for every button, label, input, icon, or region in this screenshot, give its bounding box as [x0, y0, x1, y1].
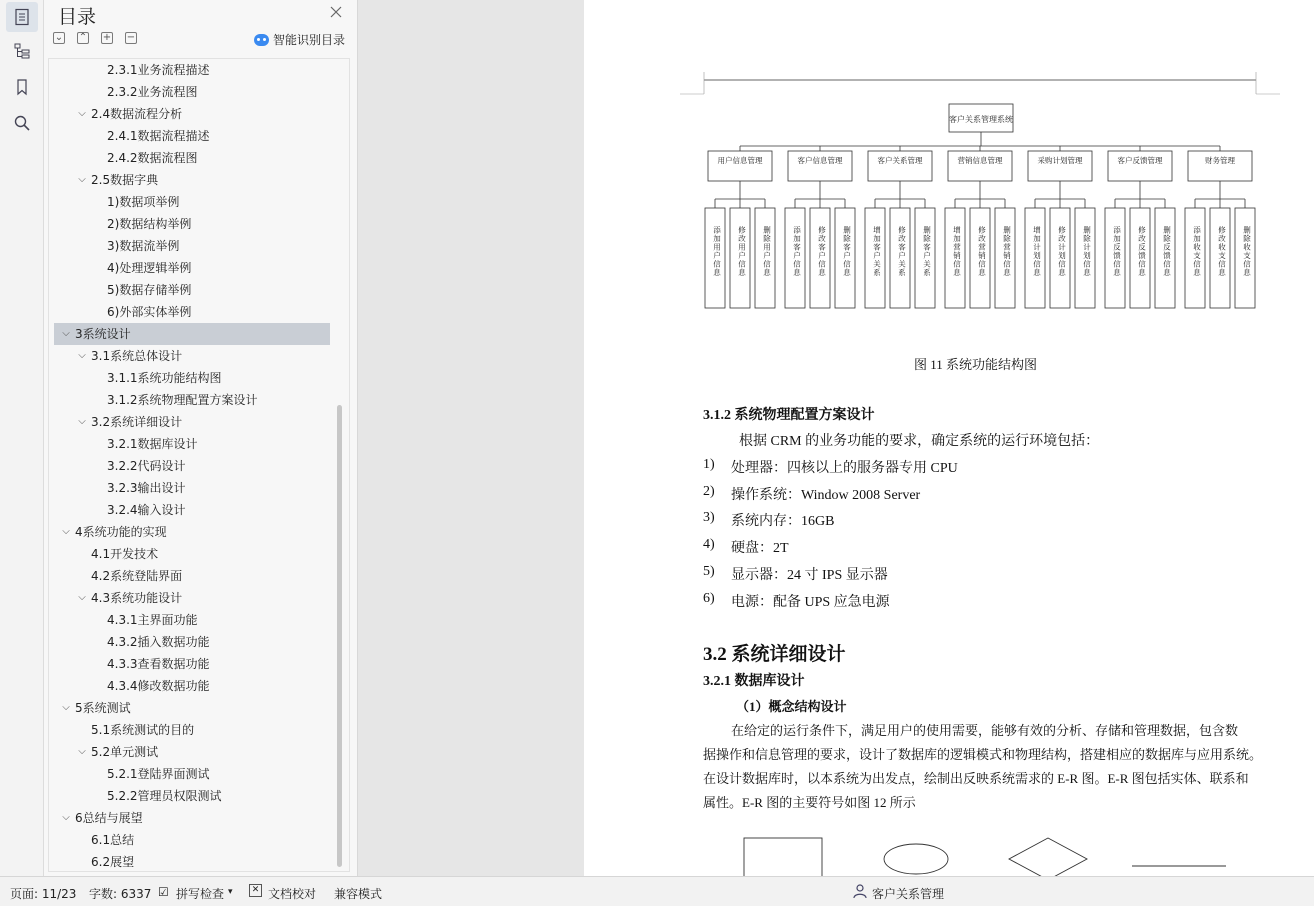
toc-title: 目录	[58, 6, 97, 28]
toc-item[interactable]	[49, 81, 349, 103]
figure-caption: 图 11 系统功能结构图	[914, 357, 1038, 372]
toc-item-label: 2)数据结构举例	[107, 217, 192, 231]
toc-item[interactable]	[49, 653, 349, 675]
expand-all-icon[interactable]: +	[102, 32, 112, 43]
toc-item[interactable]	[49, 103, 349, 125]
toc-item[interactable]	[49, 411, 349, 433]
toc-item[interactable]	[49, 59, 349, 81]
module-label: 客户反馈管理	[1117, 156, 1163, 165]
toc-item[interactable]	[49, 213, 349, 235]
spec-list-item: 显示器：24 寸 IPS 显示器	[731, 567, 888, 583]
toc-item[interactable]	[49, 763, 349, 785]
toc-item[interactable]	[49, 433, 349, 455]
toc-icon[interactable]	[6, 2, 38, 32]
toc-item[interactable]	[49, 609, 349, 631]
toc-item-label: 2.3.2业务流程图	[107, 85, 198, 99]
smart-bot-icon	[254, 34, 269, 46]
toc-item-label: 5)数据存储举例	[107, 283, 192, 297]
chevron-down-icon[interactable]: ⌵	[78, 108, 86, 119]
toc-item[interactable]	[49, 807, 349, 829]
toc-item-label: 1)数据项举例	[107, 195, 180, 209]
spec-list-number: 6)	[703, 590, 715, 606]
search-icon[interactable]	[6, 108, 38, 138]
function-label: 修改客户信息	[817, 226, 827, 277]
proofread-button[interactable]: 文档校对	[268, 887, 317, 901]
toc-item-label: 5系统测试	[75, 701, 131, 715]
heading-3-2-1: 3.2.1 数据库设计	[703, 674, 805, 689]
toc-item[interactable]	[49, 587, 349, 609]
toc-item[interactable]	[49, 477, 349, 499]
toc-item-label: 5.2单元测试	[91, 745, 159, 759]
toc-item-label: 3.1.2系统物理配置方案设计	[107, 393, 258, 407]
toc-item-label: 3系统设计	[75, 327, 131, 341]
para-line: 在设计数据库时，以本系统为出发点，绘制出反映系统需求的 E-R 图。E-R 图包括实体、联系和	[703, 771, 1249, 786]
compat-mode-label: 兼容模式	[334, 887, 383, 901]
heading-concept-design: （1）概念结构设计	[736, 699, 847, 714]
toc-item[interactable]	[49, 719, 349, 741]
toc-item-label: 2.4.1数据流程描述	[107, 129, 210, 143]
module-label: 客户信息管理	[797, 156, 843, 165]
spec-list-item: 处理器：四核以上的服务器专用 CPU	[731, 461, 958, 476]
toc-item[interactable]	[49, 785, 349, 807]
attribute-ellipse-symbol	[884, 844, 948, 874]
toc-item[interactable]	[49, 279, 349, 301]
function-label: 增加计划信息	[1032, 226, 1042, 277]
toc-item[interactable]	[49, 125, 349, 147]
toc-item[interactable]	[49, 389, 349, 411]
chevron-down-icon[interactable]: ⌵	[78, 174, 86, 185]
toc-item[interactable]	[49, 631, 349, 653]
function-label: 修改反馈信息	[1137, 226, 1147, 277]
toc-item-label: 3.2系统详细设计	[91, 415, 183, 429]
toc-item[interactable]	[49, 741, 349, 763]
function-label: 增加客户关系	[872, 226, 882, 277]
function-label: 删除计划信息	[1082, 226, 1092, 277]
toc-item[interactable]	[49, 169, 349, 191]
smart-toc-label: 智能识别目录	[273, 33, 346, 47]
navigation-tree-icon[interactable]	[6, 36, 38, 66]
proofread-icon[interactable]: ✕	[249, 884, 262, 897]
module-label: 营销信息管理	[957, 156, 1003, 165]
page-indicator[interactable]: 页面: 11/23	[10, 887, 77, 901]
spec-list-item: 硬盘：2T	[731, 541, 789, 557]
chevron-down-icon[interactable]: ⌵	[78, 746, 86, 757]
spec-list-number: 1)	[703, 457, 715, 472]
function-label: 删除收支信息	[1242, 226, 1252, 277]
toc-item-label: 3.2.2代码设计	[107, 459, 186, 473]
chevron-down-icon[interactable]: ⌵	[62, 328, 70, 339]
toc-item-label: 6总结与展望	[75, 811, 143, 825]
toc-item[interactable]	[49, 301, 349, 323]
para-line: 据操作和信息管理的要求，设计了数据库的逻辑模式和物理结构，搭建相应的数据库与应用系统。	[703, 747, 1263, 762]
toc-item-label: 3.1系统总体设计	[91, 349, 183, 363]
spec-list-number: 3)	[703, 510, 715, 526]
spec-list-number: 4)	[703, 537, 715, 553]
module-label: 财务管理	[1205, 156, 1235, 165]
function-label: 修改客户关系	[897, 226, 907, 277]
toc-item-label: 5.1系统测试的目的	[91, 723, 195, 737]
toc-item-label: 2.4数据流程分析	[91, 107, 183, 121]
toc-item-label: 4.3.3查看数据功能	[107, 657, 210, 671]
toc-item[interactable]	[49, 543, 349, 565]
toc-item-label: 4.3.1主界面功能	[107, 613, 198, 627]
function-label: 删除用户信息	[762, 226, 772, 277]
toc-item-label: 3.2.4输入设计	[107, 503, 186, 517]
status-bar	[0, 876, 1314, 906]
left-icon-rail	[0, 0, 44, 876]
toc-item-label: 3)数据流举例	[107, 239, 180, 253]
toc-item-label: 5.2.1登陆界面测试	[107, 767, 210, 781]
relationship-diamond-symbol	[1009, 838, 1087, 876]
chevron-down-icon[interactable]: ▾	[228, 887, 233, 897]
spell-check-icon[interactable]: ☑	[158, 885, 169, 899]
toc-item[interactable]	[49, 521, 349, 543]
chevron-down-icon[interactable]: ⌵	[78, 416, 86, 427]
spec-list-item: 系统内存：16GB	[731, 514, 835, 530]
root-label: 客户关系管理系统	[949, 115, 1013, 124]
chevron-up-icon[interactable]: ⌃	[78, 32, 88, 43]
function-label: 添加客户信息	[792, 226, 802, 277]
toc-item-label: 4.3.4修改数据功能	[107, 679, 210, 693]
toc-item-label: 2.5数据字典	[91, 173, 159, 187]
module-label: 采购计划管理	[1037, 156, 1083, 165]
function-label: 添加用户信息	[712, 226, 722, 277]
chevron-down-icon[interactable]: ⌵	[78, 350, 86, 361]
toc-item-label: 5.2.2管理员权限测试	[107, 789, 222, 803]
toc-item-label: 6.2展望	[91, 855, 135, 869]
toc-item-label: 3.1.1系统功能结构图	[107, 371, 222, 385]
toc-item-label: 4.3系统功能设计	[91, 591, 183, 605]
document-owner-icon	[852, 883, 868, 902]
module-label: 客户关系管理	[877, 156, 923, 165]
collapse-down-icon[interactable]: ⌄	[54, 32, 64, 43]
para-line: 在给定的运行条件下，满足用户的使用需要，能够有效的分析、存储和管理数据，包含数	[731, 723, 1239, 738]
function-structure-diagram	[584, 0, 1314, 330]
toc-item-label: 6.1总结	[91, 833, 135, 847]
heading-3-1-2: 3.1.2 系统物理配置方案设计	[703, 408, 875, 423]
document-area	[358, 0, 1314, 876]
toc-item[interactable]	[49, 565, 349, 587]
function-label: 添加反馈信息	[1112, 226, 1122, 277]
function-label: 修改营销信息	[977, 226, 987, 277]
toc-item-label: 4)处理逻辑举例	[107, 261, 192, 275]
spec-list-number: 2)	[703, 483, 715, 499]
function-label: 修改计划信息	[1057, 226, 1067, 277]
toc-item[interactable]	[49, 499, 349, 521]
spec-list-item: 操作系统：Window 2008 Server	[731, 487, 921, 503]
spec-list-number: 5)	[703, 563, 715, 579]
diagram-svg	[584, 0, 1314, 330]
intro-paragraph: 根据 CRM 的业务功能的要求，确定系统的运行环境包括：	[739, 434, 1100, 449]
module-label: 用户信息管理	[717, 156, 763, 165]
spec-list-item: 电源：配备 UPS 应急电源	[731, 594, 890, 610]
toc-item-label: 4.1开发技术	[91, 547, 159, 561]
function-label: 删除营销信息	[1002, 226, 1012, 277]
toc-item[interactable]	[49, 235, 349, 257]
function-label: 修改用户信息	[737, 226, 747, 277]
toc-list	[48, 58, 350, 872]
toc-item[interactable]	[54, 323, 330, 345]
word-count[interactable]: 字数: 6337	[89, 887, 152, 901]
collapse-all-icon[interactable]: −	[126, 32, 136, 43]
toc-item[interactable]	[49, 675, 349, 697]
chevron-down-icon[interactable]: ⌵	[62, 526, 70, 537]
function-label: 删除客户信息	[842, 226, 852, 277]
toc-item-label: 3.2.1数据库设计	[107, 437, 198, 451]
toc-item[interactable]	[49, 147, 349, 169]
toc-panel	[44, 0, 358, 876]
document-name: 客户关系管理	[872, 887, 945, 901]
chevron-down-icon[interactable]: ⌵	[62, 702, 70, 713]
toc-item-label: 4.2系统登陆界面	[91, 569, 183, 583]
toc-item[interactable]	[49, 367, 349, 389]
toc-item[interactable]	[49, 851, 349, 872]
toc-item[interactable]	[49, 191, 349, 213]
toc-item-label: 6)外部实体举例	[107, 305, 192, 319]
toc-item[interactable]	[49, 455, 349, 477]
toc-item[interactable]	[49, 829, 349, 851]
close-icon[interactable]	[328, 4, 344, 20]
function-label: 增加营销信息	[952, 226, 962, 277]
function-label: 添加收支信息	[1192, 226, 1202, 277]
toc-item[interactable]	[49, 257, 349, 279]
toc-item-label: 2.3.1业务流程描述	[107, 63, 210, 77]
smart-toc-button[interactable]	[254, 31, 345, 48]
heading-3-2: 3.2 系统详细设计	[703, 644, 846, 665]
para-line: 属性。E-R 图的主要符号如图 12 所示	[703, 795, 916, 810]
toc-item-label: 4系统功能的实现	[75, 525, 167, 539]
entity-rect-symbol	[744, 838, 822, 876]
toc-item-label: 3.2.3输出设计	[107, 481, 186, 495]
toc-item-label: 2.4.2数据流程图	[107, 151, 198, 165]
toc-item-label: 4.3.2插入数据功能	[107, 635, 210, 649]
chevron-down-icon[interactable]: ⌵	[62, 812, 70, 823]
er-symbols-figure	[584, 830, 1314, 876]
chevron-down-icon[interactable]: ⌵	[78, 592, 86, 603]
toc-item[interactable]	[49, 345, 349, 367]
function-label: 修改收支信息	[1217, 226, 1227, 277]
bookmark-icon[interactable]	[6, 72, 38, 102]
function-label: 删除客户关系	[922, 226, 932, 277]
function-label: 删除反馈信息	[1162, 226, 1172, 277]
toc-item[interactable]	[49, 697, 349, 719]
spell-check-button[interactable]: 拼写检查	[176, 887, 225, 901]
document-page	[584, 0, 1314, 876]
